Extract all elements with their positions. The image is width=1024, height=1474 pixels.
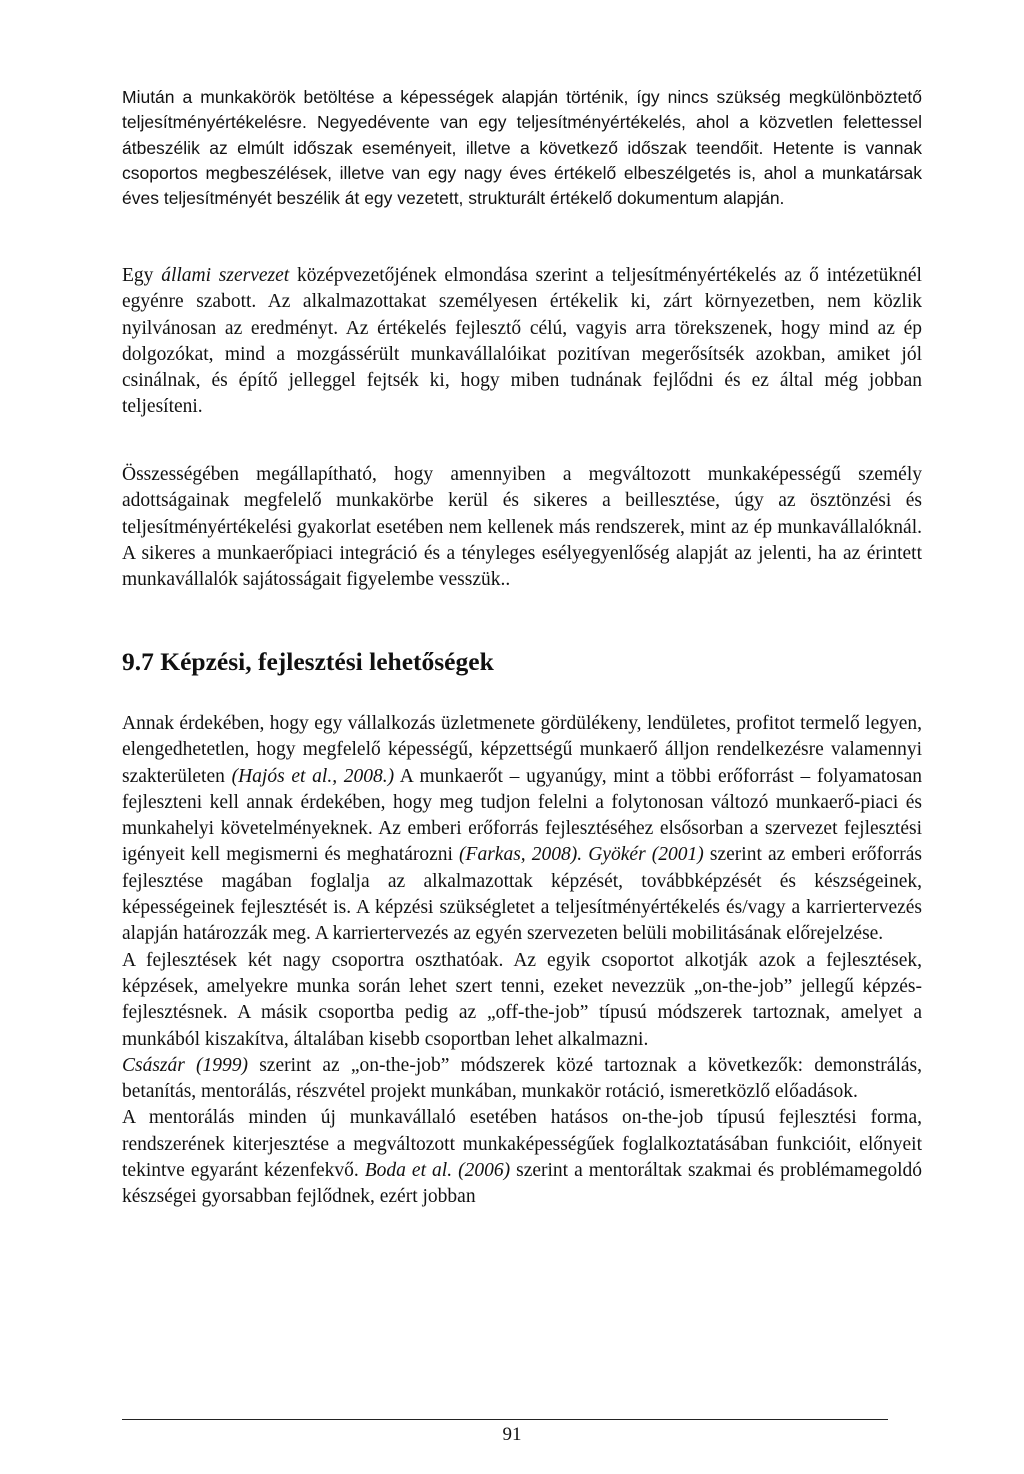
paragraph-text-start: Egy	[122, 265, 162, 286]
paragraph-state-organization	[122, 263, 922, 421]
paragraph-text: Miután a munkakörök betöltése a képességek alapján történik, így nincs szükség megkülönböztető teljesítményértékelésre. Negyedévente van egy teljesítményértékelés, ahol a közvetlen felettessel átbeszélik az elmúlt időszak eseményeit, illetve a következő időszak teendőit. Hetente is vannak csoportos megbeszélések, illetve van egy nagy éves értékelő elbeszélgetés is, ahol a munkatársak éves teljesítményét beszélik át egy vezetett, strukturált értékelő dokumentum alapján.	[122, 87, 922, 209]
text-run: szerint az emberi erőforrás fejlesztése magában foglalja az alkalmazottak képzését, továbbképzését és készségeinek, képességeinek fejlesztését is. A képzési szükségletet a teljesítményértékelés és/vagy a karriertervezés alapján határozzák meg. A karriertervezés az egyén szervezeten belüli mobilitásának előrejelzése.	[122, 844, 923, 945]
text-run: A mentorálás minden új munkavállaló esetében hatásos on-the-job típusú fejlesztési forma, rendszerének kiterjesztése a megváltozott munkaképességűek foglalkoztatásában funkcióit, előnyeit tekintve egyaránt kézenfekvő.	[122, 1107, 922, 1182]
citation-farkas: (Farkas, 2008).	[459, 844, 583, 866]
paragraph-text-rest: középvezetőjének elmondása szerint a teljesítményértékelés az ő intézetüknél egyénre szabott. Az alkalmazottakat személyesen értékelik ki, zárt környezetben, nem közlik nyilvánosan az eredményt. Az értékelés fejlesztő célú, vagyis arra törekszenek, hogy mind az ép dolgozókat, mind a mozgássérült munkavállalóikat pozitívan megerősítsék azokban, amiket jól csinálnak, és építő jelleggel fejtsék ki, hogy miben tudnának fejlődni és ez által még jobban teljesíteni.	[122, 265, 922, 418]
citation-gyoker: Gyökér (2001)	[588, 844, 704, 866]
paragraph-mentoring	[122, 1105, 922, 1210]
text-run: A munkaerőt – ugyanúgy, mint a többi erőforrást – folyamatosan fejleszteni kell annak érdekében, hogy meg tudjon felelni a folytonosan változó munkaerő-piaci és munkahelyi követelményeknek. Az emberi erőforrás fejlesztéséhez elsősorban a szervezet fejlesztési igényeit kell megismerni és meghatározni	[122, 765, 922, 866]
paragraph-performance-review	[122, 85, 922, 211]
paragraph-summary	[122, 462, 922, 593]
paragraph-text: Összességében megállapítható, hogy amennyiben a megváltozott munkaképességű személy adottságainak megfelelő munkakörbe kerül és sikeres a beillesztése, úgy az ösztönzési és teljesítményértékelési gyakorlat esetében nem kellenek más rendszerek, mint az ép munkavállalóknál. A sikeres a munkaerőpiaci integráció és a tényleges esélyegyenlőség alapját az jelenti, ha az érintett munkavállalók sajátosságait figyelembe vesszük..	[122, 464, 922, 591]
paragraph-workforce-development	[122, 711, 922, 948]
text-run: szerint az „on-the-job” módszerek közé tartoznak a következők: demonstrálás, betanítás, mentorálás, részvétel projekt munkában, munkakör rotáció, ismeretközlő előadások.	[122, 1054, 922, 1103]
citation-hajos: (Hajós et al., 2008.)	[231, 765, 395, 787]
text-run: szerint a mentoráltak szakmai és problémamegoldó készségei gyorsabban fejlődnek, ezért jobban	[122, 1160, 923, 1208]
text-run: Annak érdekében, hogy egy vállalkozás üzletmenete gördülékeny, lendületes, profitot termelő legyen, elengedhetetlen, hogy megfelelő képességű, képzettségű munkaerő álljon rendelkezésre valamennyi szakterületen	[122, 713, 922, 787]
page-number: 91	[502, 1424, 522, 1445]
citation-csaszar: Császár (1999)	[122, 1054, 249, 1076]
section-heading: 9.7 Képzési, fejlesztési lehetőségek	[122, 647, 494, 676]
italic-phrase: állami szervezet	[161, 265, 290, 286]
section-body	[122, 711, 922, 1211]
paragraph-on-the-job-methods	[122, 1053, 922, 1106]
footer-divider	[122, 1419, 888, 1420]
paragraph-development-groups	[122, 948, 922, 1053]
text-run: A fejlesztések két nagy csoportra oszthatóak. Az egyik csoportot alkotják azok a fejlesztések, képzések, amelyekre munka során lehet szert tenni, ezeket nevezzük „on-the-job” jellegű képzés-fejlesztésnek. A másik csoportba pedig az „off-the-job” típusú módszerek tartoznak, amelyet a munkából kiszakítva, általában kisebb csoportban lehet alkalmazni.	[122, 949, 922, 1050]
citation-boda: Boda et al. (2006)	[364, 1160, 511, 1182]
